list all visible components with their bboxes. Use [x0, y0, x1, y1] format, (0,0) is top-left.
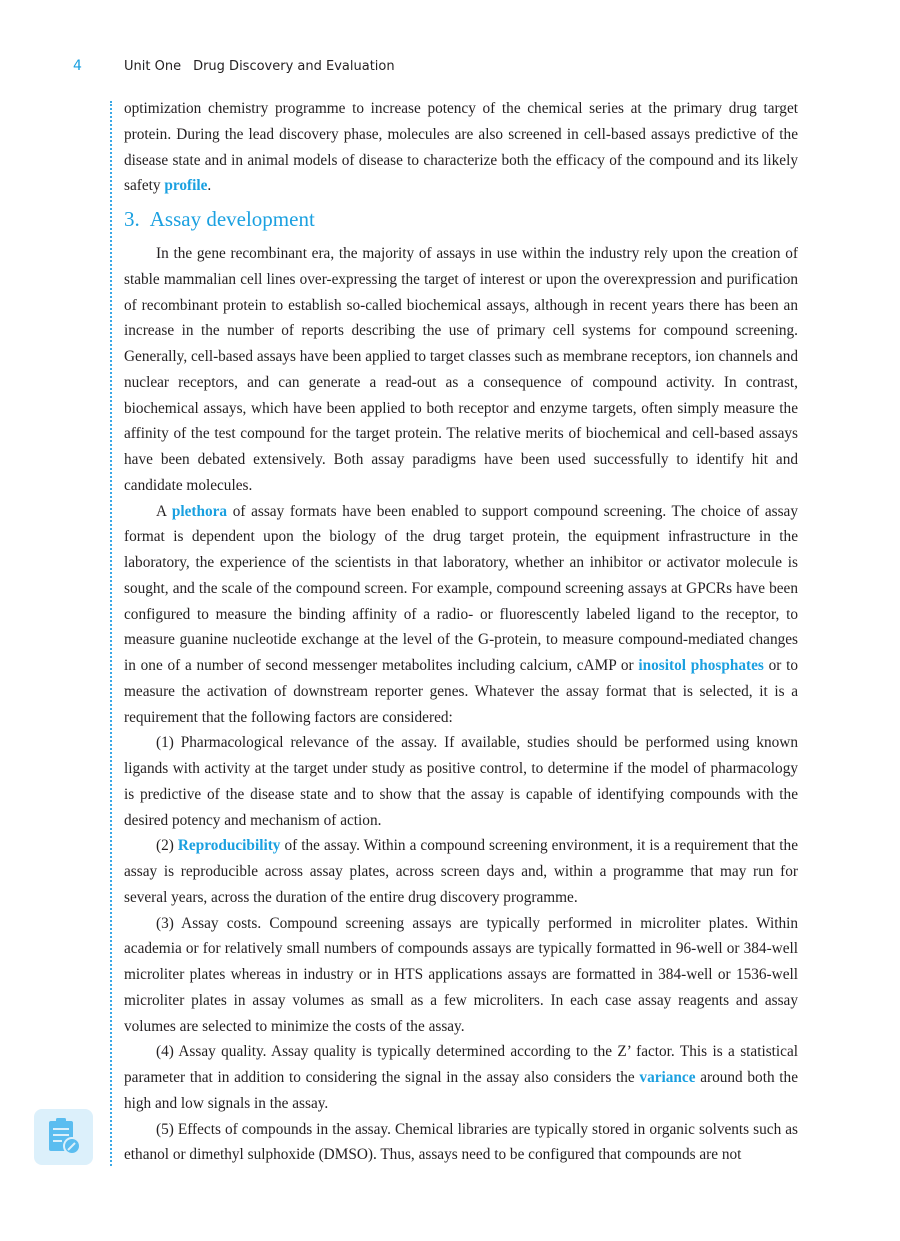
text: (1) Pharmacological relevance of the assay. If available, studies should be performed using known ligands with activity at the target under study as positive control, to determine if the model of pharmacology is predictive of the disease state and to show that the assay is capable of identifying compounds with the desired potency and mechanism of action.	[124, 734, 798, 829]
paragraph: In the gene recombinant era, the majority of assays in use within the industry rely upon the creation of stable mammalian cell lines over-expressing the target of interest or upon the overexpression and purification of recombinant protein to establish so-called biochemical assays, although in recent years there has been an increase in the number of reports describing the use of primary cell systems for compound screening. Generally, cell-based assays have been applied to target classes such as membrane receptors, ion channels and nuclear receptors, and can generate a read-out as a consequence of compound activity. In contrast, biochemical assays, which have been applied to both receptor and enzyme targets, often simply measure the affinity of the test compound for the target protein. The relative merits of biochemical and cell-based assays have been debated extensively. Both assay paradigms have been used successfully to identify hit and candidate molecules.	[124, 245, 798, 494]
text: of the assay. Within a compound screening environment, it is a requirement that the assay is reproducible across assay plates, across screen days and, within a programme that may run for several years, across the duration of the entire drug discovery programme.	[124, 837, 798, 906]
running-header	[124, 59, 395, 74]
page-number: 4	[73, 58, 82, 74]
text: of assay formats have been enabled to support compound screening. The choice of assay format is dependent upon the biology of the drug target protein, the equipment infrastructure in the laboratory, the experience of the scientists in that laboratory, whether an inhibitor or activator molecule is sought, and the scale of the compound screen. For example, compound screening assays at GPCRs have been configured to measure the binding affinity of a radio- or fluorescently labeled ligand to the receptor, to measure guanine nucleotide exchange at the level of the G-protein, to measure compound-mediated changes in one of a number of second messenger metabolites including calcium, cAMP or	[124, 502, 798, 674]
text: around both the high and low signals in the assay.	[124, 1069, 798, 1112]
glossary-link-plethora[interactable]: plethora	[171, 502, 228, 520]
page-body	[124, 96, 798, 1168]
text: (2)	[156, 837, 178, 855]
unit-label: Unit One	[124, 59, 182, 74]
list-item	[124, 833, 798, 910]
text: A	[156, 502, 172, 520]
unit-title: Drug Discovery and Evaluation	[193, 59, 395, 74]
text: (5) Effects of compounds in the assay. Chemical libraries are typically stored in organic solvents such as ethanol or dimethyl sulphoxide (DMSO). Thus, assays need to be configured that compounds are not	[124, 1120, 798, 1164]
text: (4) Assay quality. Assay quality is typically determined according to the Z’ factor. This is a statistical parameter that in addition to considering the signal in the assay also considers the	[124, 1043, 798, 1086]
section-title: Assay development	[149, 207, 315, 231]
glossary-link-profile[interactable]: profile	[164, 177, 208, 195]
text: (3) Assay costs. Compound screening assays are typically performed in microliter plates. Within academia or for relatively small numbers of compounds assays are typically formatted in 96-well or 384-well microliter plates whereas in industry or in HTS applications assays are formatted in 384-well or 1536-well microliter plates in assay volumes as small as a few microliters. In each case assay reagents and assay volumes are selected to minimize the costs of the assay.	[124, 914, 798, 1035]
text: or to measure the activation of downstream reporter genes. Whatever the assay format that is selected, it is a requirement that the following factors are considered:	[124, 657, 798, 726]
text: optimization chemistry programme to increase potency of the chemical series at the primary drug target protein. During the lead discovery phase, molecules are also screened in cell-based assays predictive of the disease state and in animal models of disease to characterize both the efficacy of the compound and its likely safety	[124, 100, 798, 195]
glossary-link-variance[interactable]: variance	[639, 1069, 696, 1086]
notes-clipboard-icon[interactable]	[34, 1109, 93, 1165]
paragraph	[124, 499, 798, 731]
list-item	[124, 1117, 798, 1169]
text: .	[207, 177, 212, 195]
list-item	[124, 1039, 798, 1116]
list-item	[124, 730, 798, 833]
intro-paragraph	[124, 96, 798, 199]
glossary-link-inositol-phosphates[interactable]: inositol phosphates	[638, 657, 764, 674]
section-heading	[124, 206, 798, 232]
list-item	[124, 911, 798, 1040]
glossary-link-reproducibility[interactable]: Reproducibility	[177, 837, 281, 855]
section-number: 3.	[124, 207, 140, 231]
margin-dotted-rule	[110, 101, 112, 1166]
